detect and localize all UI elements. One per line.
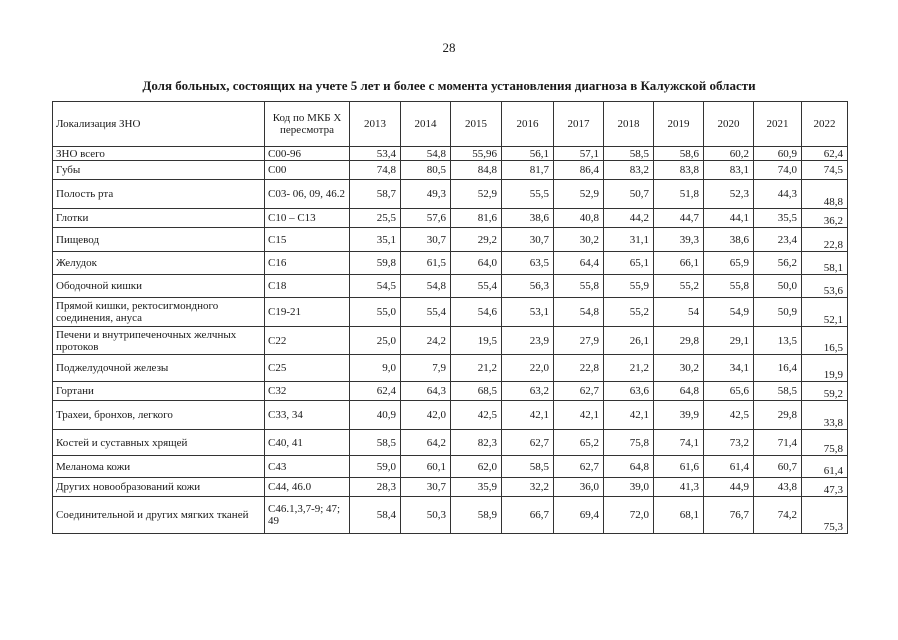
row-icd-code: С46.1,3,7-9; 47; 49: [265, 497, 350, 534]
row-value-cell: 65,1: [604, 252, 654, 275]
row-value-cell: 62,7: [554, 382, 604, 401]
row-icd-code: С15: [265, 228, 350, 252]
row-value-cell: 40,8: [554, 209, 604, 228]
row-value-cell: 75,8: [802, 430, 848, 456]
row-value-cell: 59,8: [350, 252, 401, 275]
row-value-cell: 29,8: [754, 401, 802, 430]
row-localization: Печени и внутрипеченочных желчных протоков: [53, 327, 265, 355]
row-value-cell: 19,5: [451, 327, 502, 355]
header-code: Код по МКБ X пересмотра: [265, 102, 350, 147]
table-header-row: [53, 102, 848, 147]
row-value-cell: 59,2: [802, 382, 848, 401]
row-value-cell: 59,0: [350, 456, 401, 478]
row-value-cell: 58,9: [451, 497, 502, 534]
page-number: 28: [442, 40, 456, 55]
row-value-cell: 29,8: [654, 327, 704, 355]
row-value-cell: 39,3: [654, 228, 704, 252]
row-value-cell: 42,1: [604, 401, 654, 430]
row-value-cell: 13,5: [754, 327, 802, 355]
header-year: 2013: [350, 102, 401, 147]
row-value-cell: 76,7: [704, 497, 754, 534]
row-value-cell: 56,3: [502, 275, 554, 298]
row-value-cell: 54,8: [401, 147, 451, 161]
row-value-cell: 26,1: [604, 327, 654, 355]
row-icd-code: С40, 41: [265, 430, 350, 456]
row-icd-code: С19-21: [265, 298, 350, 327]
row-value-cell: 27,9: [554, 327, 604, 355]
document-title: Доля больных, состоящих на учете 5 лет и более с момента установления диагноза в Калужской области: [142, 78, 756, 93]
row-value-cell: 72,0: [604, 497, 654, 534]
row-value-cell: 64,0: [451, 252, 502, 275]
row-value-cell: 55,2: [654, 275, 704, 298]
row-value-cell: 66,1: [654, 252, 704, 275]
row-value-cell: 42,0: [401, 401, 451, 430]
row-localization: Поджелудочной железы: [53, 355, 265, 382]
row-value-cell: 52,9: [451, 180, 502, 209]
row-value-cell: 58,5: [754, 382, 802, 401]
row-value-cell: 7,9: [401, 355, 451, 382]
row-value-cell: 58,4: [350, 497, 401, 534]
row-icd-code: С16: [265, 252, 350, 275]
row-value-cell: 35,1: [350, 228, 401, 252]
table-row: [53, 147, 848, 161]
row-value-cell: 44,2: [604, 209, 654, 228]
row-localization: Трахеи, бронхов, легкого: [53, 401, 265, 430]
row-value-cell: 54,5: [350, 275, 401, 298]
row-value-cell: 68,5: [451, 382, 502, 401]
row-value-cell: 61,6: [654, 456, 704, 478]
row-value-cell: 60,2: [704, 147, 754, 161]
row-value-cell: 49,3: [401, 180, 451, 209]
table-row: [53, 478, 848, 497]
row-value-cell: 75,3: [802, 497, 848, 534]
row-icd-code: С00-96: [265, 147, 350, 161]
row-value-cell: 42,5: [451, 401, 502, 430]
row-value-cell: 64,2: [401, 430, 451, 456]
row-value-cell: 44,3: [754, 180, 802, 209]
row-value-cell: 64,8: [654, 382, 704, 401]
row-value-cell: 58,6: [654, 147, 704, 161]
row-localization: Губы: [53, 161, 265, 180]
row-value-cell: 81,7: [502, 161, 554, 180]
row-value-cell: 63,6: [604, 382, 654, 401]
row-value-cell: 55,9: [604, 275, 654, 298]
row-value-cell: 50,3: [401, 497, 451, 534]
row-localization: Глотки: [53, 209, 265, 228]
row-value-cell: 42,5: [704, 401, 754, 430]
row-value-cell: 58,7: [350, 180, 401, 209]
row-value-cell: 65,2: [554, 430, 604, 456]
row-value-cell: 53,4: [350, 147, 401, 161]
row-value-cell: 55,96: [451, 147, 502, 161]
row-value-cell: 25,5: [350, 209, 401, 228]
row-value-cell: 56,2: [754, 252, 802, 275]
row-value-cell: 23,4: [754, 228, 802, 252]
row-value-cell: 84,8: [451, 161, 502, 180]
row-value-cell: 65,6: [704, 382, 754, 401]
header-year: 2015: [451, 102, 502, 147]
row-value-cell: 34,1: [704, 355, 754, 382]
row-localization: Других новообразований кожи: [53, 478, 265, 497]
row-value-cell: 35,5: [754, 209, 802, 228]
table-row: [53, 456, 848, 478]
row-value-cell: 21,2: [451, 355, 502, 382]
row-value-cell: 60,7: [754, 456, 802, 478]
row-value-cell: 82,3: [451, 430, 502, 456]
header-year: 2022: [802, 102, 848, 147]
row-value-cell: 74,2: [754, 497, 802, 534]
table-row: [53, 180, 848, 209]
table-row: [53, 401, 848, 430]
row-value-cell: 58,5: [350, 430, 401, 456]
row-value-cell: 50,9: [754, 298, 802, 327]
table-row: [53, 430, 848, 456]
row-value-cell: 43,8: [754, 478, 802, 497]
row-value-cell: 31,1: [604, 228, 654, 252]
row-value-cell: 30,7: [502, 228, 554, 252]
row-value-cell: 63,5: [502, 252, 554, 275]
row-value-cell: 36,0: [554, 478, 604, 497]
row-value-cell: 23,9: [502, 327, 554, 355]
row-value-cell: 60,1: [401, 456, 451, 478]
row-value-cell: 44,9: [704, 478, 754, 497]
row-value-cell: 33,8: [802, 401, 848, 430]
row-value-cell: 54: [654, 298, 704, 327]
row-value-cell: 32,2: [502, 478, 554, 497]
row-value-cell: 30,2: [554, 228, 604, 252]
row-value-cell: 62,7: [554, 456, 604, 478]
row-value-cell: 64,8: [604, 456, 654, 478]
row-value-cell: 58,1: [802, 252, 848, 275]
table-row: [53, 497, 848, 534]
row-localization: ЗНО всего: [53, 147, 265, 161]
row-value-cell: 24,2: [401, 327, 451, 355]
row-value-cell: 52,1: [802, 298, 848, 327]
row-icd-code: С22: [265, 327, 350, 355]
row-value-cell: 69,4: [554, 497, 604, 534]
row-value-cell: 61,5: [401, 252, 451, 275]
row-value-cell: 62,4: [802, 147, 848, 161]
row-value-cell: 44,7: [654, 209, 704, 228]
row-value-cell: 74,8: [350, 161, 401, 180]
row-value-cell: 55,2: [604, 298, 654, 327]
row-value-cell: 74,0: [754, 161, 802, 180]
row-localization: Гортани: [53, 382, 265, 401]
row-value-cell: 29,2: [451, 228, 502, 252]
incidence-table: [52, 101, 848, 534]
row-localization: Пищевод: [53, 228, 265, 252]
row-value-cell: 61,4: [802, 456, 848, 478]
row-localization: Соединительной и других мягких тканей: [53, 497, 265, 534]
row-value-cell: 71,4: [754, 430, 802, 456]
row-value-cell: 50,0: [754, 275, 802, 298]
row-value-cell: 42,1: [554, 401, 604, 430]
row-value-cell: 60,9: [754, 147, 802, 161]
row-value-cell: 47,3: [802, 478, 848, 497]
row-value-cell: 62,7: [502, 430, 554, 456]
row-value-cell: 52,9: [554, 180, 604, 209]
row-localization: Полость рта: [53, 180, 265, 209]
table-row: [53, 161, 848, 180]
table-body: [53, 147, 848, 534]
row-value-cell: 19,9: [802, 355, 848, 382]
row-value-cell: 38,6: [704, 228, 754, 252]
row-value-cell: 74,1: [654, 430, 704, 456]
row-value-cell: 73,2: [704, 430, 754, 456]
row-value-cell: 40,9: [350, 401, 401, 430]
header-year: 2021: [754, 102, 802, 147]
table-row: [53, 275, 848, 298]
row-icd-code: С43: [265, 456, 350, 478]
row-value-cell: 30,7: [401, 228, 451, 252]
row-icd-code: С25: [265, 355, 350, 382]
row-value-cell: 57,6: [401, 209, 451, 228]
row-value-cell: 54,9: [704, 298, 754, 327]
row-value-cell: 55,4: [401, 298, 451, 327]
row-value-cell: 58,5: [502, 456, 554, 478]
row-value-cell: 28,3: [350, 478, 401, 497]
row-value-cell: 55,4: [451, 275, 502, 298]
table-row: [53, 228, 848, 252]
header-year: 2019: [654, 102, 704, 147]
header-localization: Локализация ЗНО: [53, 102, 265, 147]
row-icd-code: С18: [265, 275, 350, 298]
row-value-cell: 29,1: [704, 327, 754, 355]
row-value-cell: 57,1: [554, 147, 604, 161]
row-value-cell: 68,1: [654, 497, 704, 534]
row-value-cell: 22,8: [802, 228, 848, 252]
header-year: 2020: [704, 102, 754, 147]
row-value-cell: 48,8: [802, 180, 848, 209]
row-value-cell: 55,8: [554, 275, 604, 298]
table-row: [53, 209, 848, 228]
row-value-cell: 22,8: [554, 355, 604, 382]
row-value-cell: 41,3: [654, 478, 704, 497]
row-value-cell: 56,1: [502, 147, 554, 161]
row-value-cell: 58,5: [604, 147, 654, 161]
row-value-cell: 22,0: [502, 355, 554, 382]
row-value-cell: 35,9: [451, 478, 502, 497]
row-localization: Желудок: [53, 252, 265, 275]
row-value-cell: 16,4: [754, 355, 802, 382]
row-value-cell: 83,8: [654, 161, 704, 180]
row-value-cell: 62,4: [350, 382, 401, 401]
header-year: 2017: [554, 102, 604, 147]
row-value-cell: 62,0: [451, 456, 502, 478]
header-year: 2018: [604, 102, 654, 147]
row-value-cell: 50,7: [604, 180, 654, 209]
row-value-cell: 9,0: [350, 355, 401, 382]
row-localization: Прямой кишки, ректосигмондного соединения, ануса: [53, 298, 265, 327]
row-value-cell: 53,1: [502, 298, 554, 327]
row-value-cell: 25,0: [350, 327, 401, 355]
row-value-cell: 38,6: [502, 209, 554, 228]
row-value-cell: 63,2: [502, 382, 554, 401]
table-row: [53, 327, 848, 355]
row-value-cell: 55,5: [502, 180, 554, 209]
row-value-cell: 54,8: [401, 275, 451, 298]
row-localization: Меланома кожи: [53, 456, 265, 478]
table-row: [53, 382, 848, 401]
row-value-cell: 53,6: [802, 275, 848, 298]
row-value-cell: 64,4: [554, 252, 604, 275]
row-value-cell: 81,6: [451, 209, 502, 228]
row-value-cell: 64,3: [401, 382, 451, 401]
row-value-cell: 80,5: [401, 161, 451, 180]
row-value-cell: 36,2: [802, 209, 848, 228]
row-value-cell: 52,3: [704, 180, 754, 209]
row-value-cell: 55,0: [350, 298, 401, 327]
row-icd-code: С44, 46.0: [265, 478, 350, 497]
row-value-cell: 66,7: [502, 497, 554, 534]
row-value-cell: 39,0: [604, 478, 654, 497]
row-value-cell: 30,7: [401, 478, 451, 497]
row-value-cell: 30,2: [654, 355, 704, 382]
row-value-cell: 65,9: [704, 252, 754, 275]
row-value-cell: 61,4: [704, 456, 754, 478]
row-value-cell: 74,5: [802, 161, 848, 180]
table-row: [53, 355, 848, 382]
row-icd-code: С00: [265, 161, 350, 180]
header-year: 2014: [401, 102, 451, 147]
row-value-cell: 54,8: [554, 298, 604, 327]
row-value-cell: 83,2: [604, 161, 654, 180]
row-icd-code: С33, 34: [265, 401, 350, 430]
row-value-cell: 54,6: [451, 298, 502, 327]
row-value-cell: 55,8: [704, 275, 754, 298]
table-row: [53, 298, 848, 327]
row-value-cell: 21,2: [604, 355, 654, 382]
row-value-cell: 83,1: [704, 161, 754, 180]
row-icd-code: С10 – С13: [265, 209, 350, 228]
row-value-cell: 16,5: [802, 327, 848, 355]
row-icd-code: С03- 06, 09, 46.2: [265, 180, 350, 209]
row-value-cell: 75,8: [604, 430, 654, 456]
row-value-cell: 44,1: [704, 209, 754, 228]
row-value-cell: 42,1: [502, 401, 554, 430]
row-value-cell: 51,8: [654, 180, 704, 209]
row-value-cell: 39,9: [654, 401, 704, 430]
header-year: 2016: [502, 102, 554, 147]
row-localization: Костей и суставных хрящей: [53, 430, 265, 456]
table-row: [53, 252, 848, 275]
row-icd-code: С32: [265, 382, 350, 401]
row-value-cell: 86,4: [554, 161, 604, 180]
row-localization: Ободочной кишки: [53, 275, 265, 298]
